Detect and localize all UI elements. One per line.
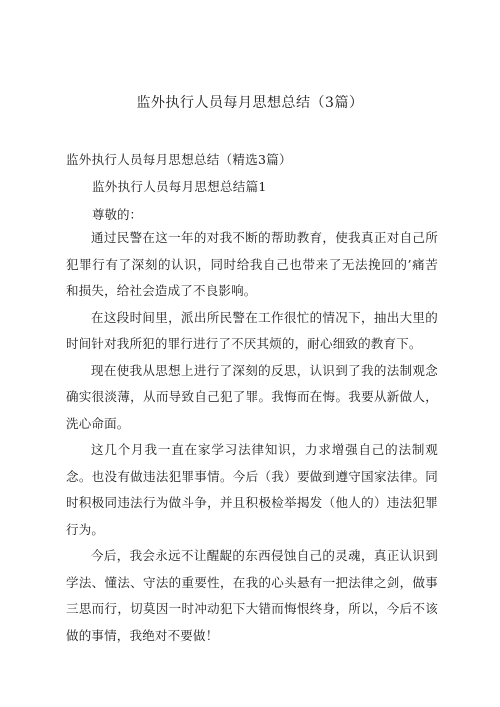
paragraph: 今后，我会永远不让醒龊的东西侵蚀自己的灵魂，真正认识到学法、懂法、守法的重要性，在我的心头悬有一把法律之剑，做事三思而行，切莫因一时冲动犯下大错而悔恨终身，所以，今后不该做的事情，我绝对不要做！ (66, 548, 438, 643)
document-subtitle: 监外执行人员每月思想总结（精选3篇） (66, 152, 292, 167)
paragraph: 现在使我从思想上进行了深刻的反思，认识到了我的法制观念确实很淡薄，从而导致自己犯了罪。我悔而在悔。我要从新做人，洗心命面。 (66, 362, 438, 431)
document-body (66, 225, 438, 649)
salutation: 尊敬的： (92, 207, 143, 222)
section-heading: 监外执行人员每月思想总结篇1 (92, 179, 267, 194)
document-title: 监外执行人员每月思想总结（3篇） (136, 95, 364, 111)
paragraph: 在这段时间里，派出所民警在工作很忙的情况下，抽出大里的时间针对我所犯的罪行进行了不厌其烦的，耐心细致的教育下。 (66, 309, 438, 351)
paragraph: 这几个月我一直在家学习法律知识，力求增强自己的法制观念。也没有做违法犯罪事情。今后（我）要做到遵守国家法律。同时积极同违法行为做斗争，并且积极检举揭发（他人的）违法犯罪行为。 (66, 442, 438, 537)
paragraph: 通过民警在这一年的对我不断的帮助教育，使我真正对自己所犯罪行有了深刻的认识，同时给我自己也带来了无法挽回的’痛苦和损失，给社会造成了不良影响。 (66, 230, 438, 298)
